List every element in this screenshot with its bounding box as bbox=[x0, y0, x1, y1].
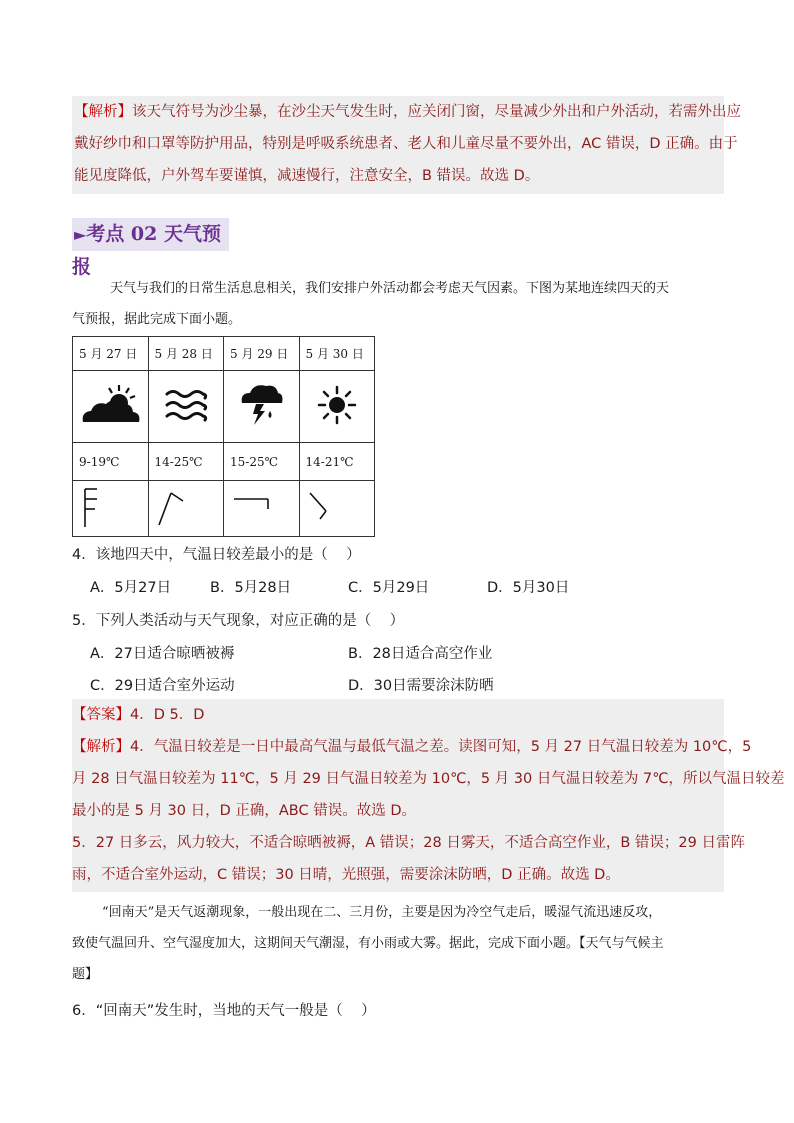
sun-icon bbox=[315, 383, 359, 427]
weather-icon-cell bbox=[148, 371, 224, 443]
wind-cell bbox=[299, 481, 375, 537]
analysis-line: 最小的是 5 月 30 日，D 正确，ABC 错误。故选 D。 bbox=[72, 803, 417, 819]
analysis-line: 能见度降低，户外驾车要谨慎，减速慢行，注意安全，B 错误。故选 D。 bbox=[74, 168, 540, 184]
section-heading bbox=[72, 218, 229, 278]
intro-line: 致使气温回升、空气湿度加大，这期间天气潮湿，有小雨或大雾。据此，完成下面小题。【天气与气候主 bbox=[72, 936, 664, 951]
question-4-stem: 4．该地四天中，气温日较差最小的是（ ） bbox=[72, 547, 361, 563]
analysis-line: 5．27 日多云，风力较大，不适合晾晒被褥，A 错误；28 日雾天，不适合高空作业，B 错误；29 日雷阵 bbox=[72, 835, 745, 851]
analysis-text: 4．气温日较差是一日中最高气温与最低气温之差。读图可知，5 月 27 日气温日较差为 10℃，5 bbox=[130, 739, 752, 755]
weather-forecast-table bbox=[72, 336, 375, 537]
analysis-line bbox=[72, 731, 752, 763]
wind-barb-icon bbox=[224, 481, 294, 533]
thunderstorm-icon bbox=[236, 381, 286, 429]
answer-analysis-block bbox=[72, 699, 785, 892]
intro-paragraph-1 bbox=[72, 273, 722, 335]
q5-option-c: C．29日适合室外运动 bbox=[90, 678, 235, 694]
section-title: 考点 02 天气预报 bbox=[72, 223, 221, 278]
question-5-stem: 5．下列人类活动与天气现象，对应正确的是（ ） bbox=[72, 613, 405, 629]
wind-waves-icon bbox=[161, 385, 211, 425]
temperature-cell: 15-25℃ bbox=[224, 443, 300, 481]
q4-option-c: C．5月29日 bbox=[348, 580, 430, 596]
weather-icon-cell bbox=[224, 371, 300, 443]
intro-line: 气预报，据此完成下面小题。 bbox=[72, 312, 242, 327]
q5-option-a: A．27日适合晾晒被褥 bbox=[90, 646, 235, 662]
analysis-line: 戴好纱巾和口罩等防护用品，特别是呼吸系统患者、老人和儿童尽量不要外出，AC 错误，D 正确。由于 bbox=[74, 136, 738, 152]
date-cell: 5 月 30 日 bbox=[299, 337, 375, 371]
wind-cell bbox=[148, 481, 224, 537]
intro-line: 题】 bbox=[72, 967, 99, 982]
wind-cell bbox=[73, 481, 149, 537]
question-6-stem: 6．“回南天”发生时，当地的天气一般是（ ） bbox=[72, 1003, 376, 1019]
date-cell: 5 月 29 日 bbox=[224, 337, 300, 371]
temperature-cell: 14-25℃ bbox=[148, 443, 224, 481]
answer-tag: 【答案】 bbox=[72, 707, 130, 723]
answer-line bbox=[72, 699, 724, 731]
weather-icon-cell bbox=[299, 371, 375, 443]
analysis-line bbox=[74, 96, 741, 128]
temperature-cell: 14-21℃ bbox=[299, 443, 375, 481]
intro-paragraph-2 bbox=[72, 897, 722, 990]
weather-icon-cell bbox=[73, 371, 149, 443]
wind-barb-icon bbox=[149, 481, 219, 533]
q4-option-a: A．5月27日 bbox=[90, 580, 172, 596]
answer-text: 4．D 5．D bbox=[130, 707, 205, 723]
wind-barb-icon bbox=[300, 481, 370, 533]
q4-option-b: B．5月28日 bbox=[210, 580, 292, 596]
q4-option-d: D．5月30日 bbox=[487, 580, 570, 596]
analysis-tag: 【解析】 bbox=[72, 739, 130, 755]
wind-cell bbox=[224, 481, 300, 537]
analysis-line: 月 28 日气温日较差为 11℃，5 月 29 日气温日较差为 10℃，5 月 30 日气温日较差为 7℃，所以气温日较差 bbox=[72, 771, 785, 787]
date-cell: 5 月 27 日 bbox=[73, 337, 149, 371]
analysis-text: 该天气符号为沙尘暴，在沙尘天气发生时，应关闭门窗，尽量减少外出和户外活动，若需外出应 bbox=[132, 104, 741, 120]
intro-line: 天气与我们的日常生活息息相关，我们安排户外活动都会考虑天气因素。下图为某地连续四天的天 bbox=[110, 281, 670, 296]
temperature-cell: 9-19℃ bbox=[73, 443, 149, 481]
triangle-icon: ► bbox=[74, 225, 87, 244]
q5-option-b: B．28日适合高空作业 bbox=[348, 646, 493, 662]
date-cell: 5 月 28 日 bbox=[148, 337, 224, 371]
intro-line: “回南天”是天气返潮现象，一般出现在二、三月份，主要是因为冷空气走后，暖湿气流迅速反攻， bbox=[102, 905, 662, 920]
analysis-block-1 bbox=[72, 96, 741, 194]
analysis-tag: 【解析】 bbox=[74, 104, 132, 120]
q5-option-d: D．30日需要涂沫防晒 bbox=[348, 678, 494, 694]
cloud-sun-icon bbox=[75, 382, 145, 428]
wind-barb-icon bbox=[73, 481, 143, 533]
analysis-line: 雨，不适合室外运动，C 错误；30 日晴，光照强，需要涂沫防晒，D 正确。故选 D。 bbox=[72, 867, 620, 883]
